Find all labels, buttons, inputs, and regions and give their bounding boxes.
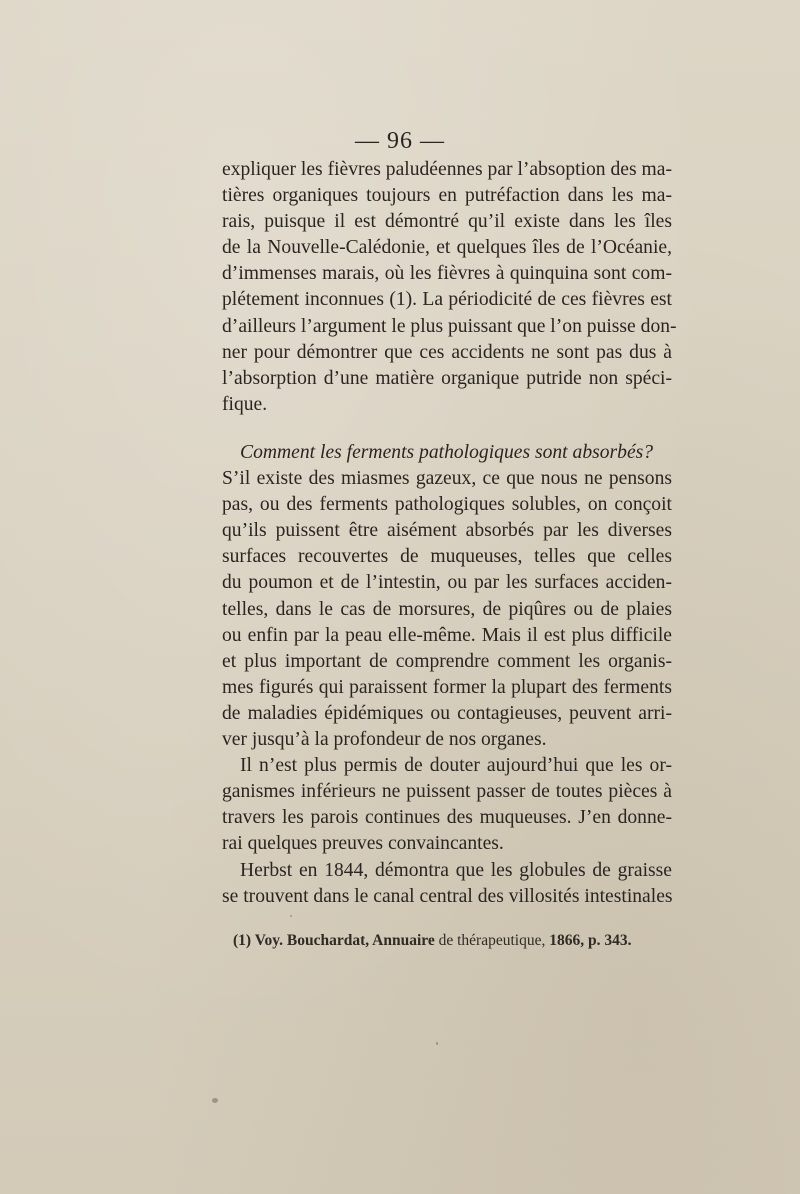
footnote-abbrev: Voy. <box>254 932 283 949</box>
text-line: pas, ou des ferments pathologiques solubles, on conçoit <box>222 494 672 516</box>
paper-speck <box>212 1098 218 1103</box>
text-line: de maladies épidémiques ou contagieuses, peuvent arri- <box>222 702 672 724</box>
text-line: de la Nouvelle-Calédonie, et quelques îles de l’Océanie, <box>222 237 672 259</box>
text-line: rai quelques preuves convaincantes. <box>222 833 504 855</box>
text-line: Il n’est plus permis de douter aujourd’hui que les or- <box>240 755 672 777</box>
text-line: qu’ils puissent être aisément absorbés par les diverses <box>222 520 672 542</box>
text-line: plétement inconnues (1). La périodicité de ces fièvres est <box>222 289 672 311</box>
text-line: tières organiques toujours en putréfaction dans les ma- <box>222 185 672 207</box>
text-line: rais, puisque il est démontré qu’il existe dans les îles <box>222 211 672 233</box>
text-line: d’ailleurs l’argument le plus puissant que l’on puisse don- <box>222 315 677 337</box>
text-line: ner pour démontrer que ces accidents ne sont pas dus à <box>222 341 672 363</box>
text-line: telles, dans le cas de morsures, de piqûres ou de plaies <box>222 598 672 620</box>
text-line: Herbst en 1844, démontra que les globules de graisse <box>240 859 672 881</box>
footnote-title: Annuaire <box>372 932 435 949</box>
footnote <box>233 932 631 950</box>
text-line: se trouvent dans le canal central des villosités intestinales <box>222 885 673 907</box>
text-line: fique. <box>222 393 268 415</box>
text-line: S’il existe des miasmes gazeux, ce que nous ne pensons <box>222 468 672 490</box>
footnote-citation: 1866, p. 343. <box>549 932 632 949</box>
text-line: ou enfin par la peau elle-même. Mais il est plus difficile <box>222 624 672 646</box>
paper-speck <box>436 1042 438 1045</box>
text-line: ver jusqu’à la profondeur de nos organes. <box>222 729 547 751</box>
paragraph-1 <box>222 157 677 418</box>
section-heading: Comment les ferments pathologiques sont absorbés? <box>240 442 654 463</box>
text-line: et plus important de comprendre comment les organis- <box>222 650 672 672</box>
paper-speck <box>290 915 292 917</box>
text-line: mes figurés qui paraissent former la plupart des ferments <box>222 676 672 698</box>
page-number: — 96 — <box>355 128 445 154</box>
footnote-marker: (1) <box>233 932 252 949</box>
text-line: d’immenses marais, où les fièvres à quinquina sont com- <box>222 263 672 285</box>
text-line: du poumon et de l’intestin, ou par les surfaces acciden- <box>222 572 672 594</box>
text-line: travers les parois continues des muqueuses. J’en donne- <box>222 807 672 829</box>
text-line: ganismes inférieurs ne puissent passer de toutes pièces à <box>222 781 672 803</box>
text-line: l’absorption d’une matière organique putride non spéci- <box>222 367 672 389</box>
text-line: surfaces recouvertes de muqueuses, telles que celles <box>222 546 672 568</box>
footnote-title: de <box>438 932 454 949</box>
footnote-title: thérapeutique, <box>457 932 546 949</box>
footnote-author: Bouchardat, <box>286 932 370 949</box>
text-line: expliquer les fièvres paludéennes par l’absoption des ma- <box>222 159 672 180</box>
paragraph-2 <box>222 440 672 910</box>
